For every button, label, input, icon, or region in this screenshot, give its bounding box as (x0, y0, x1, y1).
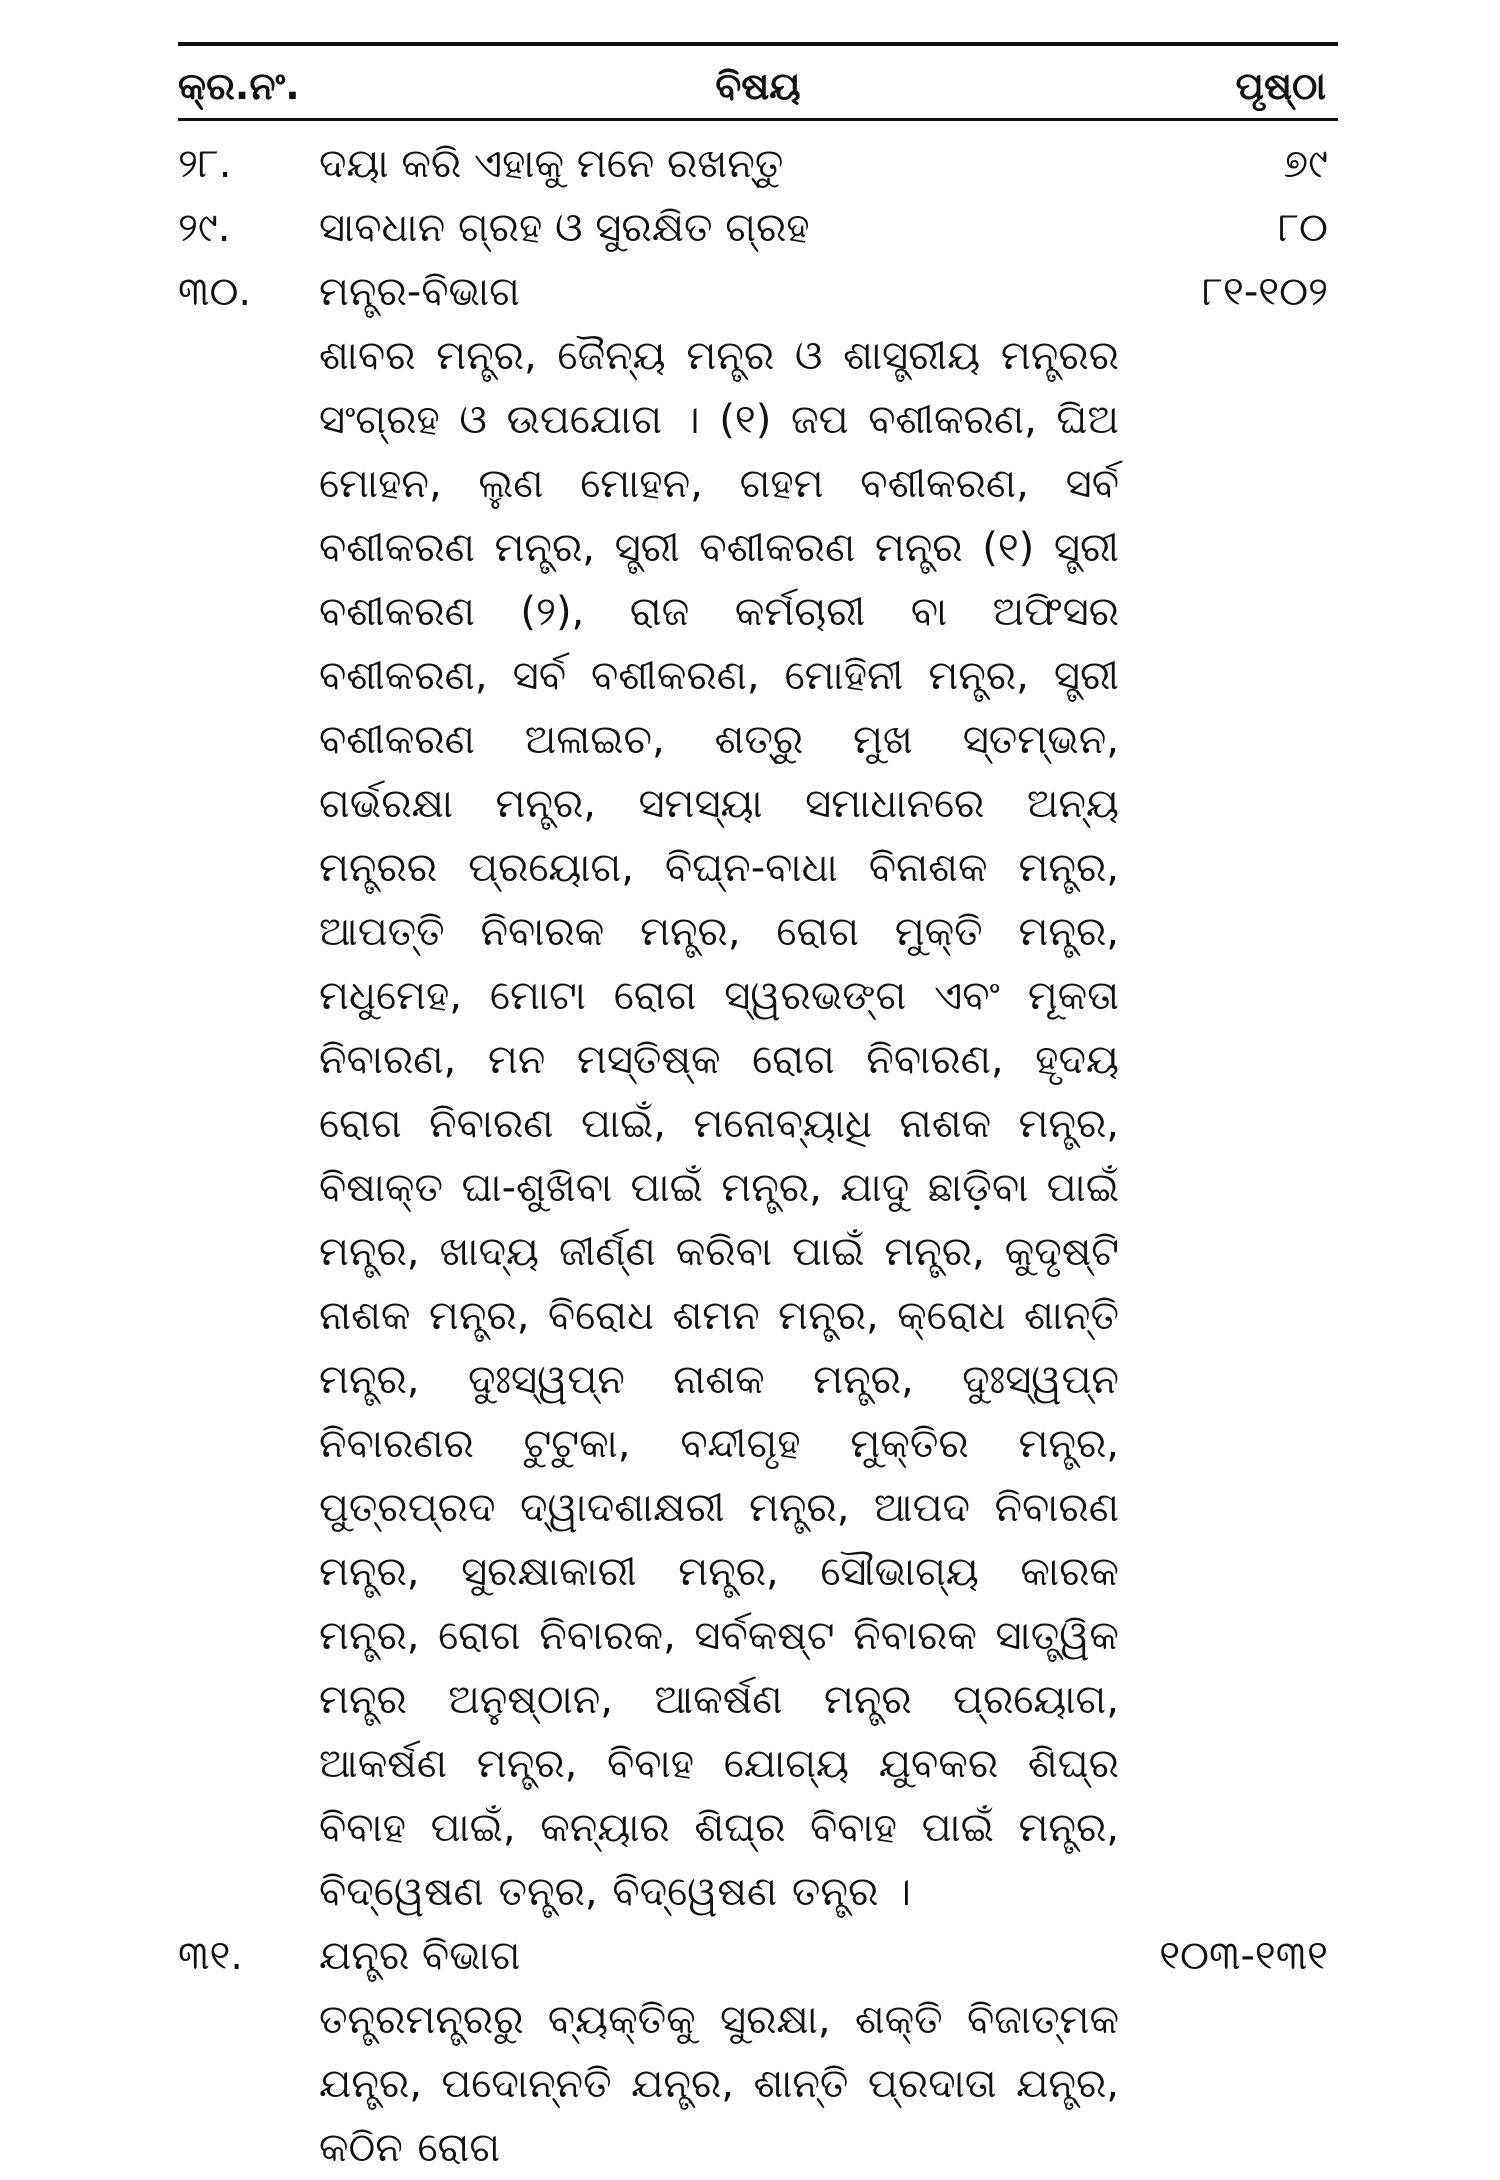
contents-entry (178, 196, 1338, 260)
entry-number: ୨୯. (178, 205, 231, 251)
entry-description: ତନ୍ତ୍ରମନ୍ତ୍ରରୁ ବ୍ୟକ୍ତିକୁ ସୁରକ୍ଷା, ଶକ୍ତି ବିଜାତ୍ମକ ଯନ୍ତ୍ର, ପଦୋନ୍ନତି ଯନ୍ତ୍ର, ଶାନ୍ତି ପ୍ରଦାତା ଯନ୍ତ୍ର, କଠିନ ରୋଗ (319, 1997, 1119, 2171)
contents-entry (178, 132, 1338, 196)
entry-title: ମନ୍ତ୍ର-ବିଭାଗ (319, 269, 520, 315)
entry-title: ସାବଧାନ ଗ୍ରହ ଓ ସୁରକ୍ଷିତ ଗ୍ରହ (319, 205, 810, 251)
header-rule (178, 118, 1338, 121)
entry-number: ୩୧. (178, 1933, 243, 1979)
entry-pages: ୮୦ (1278, 205, 1328, 251)
top-rule (178, 42, 1338, 46)
header-page: ପୃଷ୍ଠା (1235, 64, 1326, 108)
entry-number: ୩୦. (178, 269, 252, 315)
entry-pages: ୮୧-୧୦୨ (1202, 269, 1328, 315)
entry-title: ଦୟା କରି ଏହାକୁ ମନେ ରଖନ୍ତୁ (319, 141, 784, 187)
entry-title: ଯନ୍ତ୍ର ବିଭାଗ (319, 1933, 521, 1979)
header-subject: ବିଷୟ (715, 64, 801, 108)
contents-list (178, 132, 1338, 2180)
entry-description: ଶାବର ମନ୍ତ୍ର, ଜୈନ୍ୟ ମନ୍ତ୍ର ଓ ଶାସ୍ତ୍ରୀୟ ମନ୍ତ୍ରର ସଂଗ୍ରହ ଓ ଉପଯୋଗ । (୧) ଜପ ବଶୀକରଣ, ଘିଅ ମୋହନ, ଲୁଣ ମୋହନ, ଗହମ ବଶୀକରଣ, ସର୍ବ ବଶୀକରଣ ମନ୍ତ୍ର, ସ୍ତ୍ରୀ ବଶୀକରଣ ମନ୍ତ୍ର (୧) ସ୍ତ୍ରୀ ବଶୀକରଣ (୨), ରାଜ କର୍ମଚାରୀ ବା ଅଫିସର ବଶୀକରଣ, ସର୍ବ ବଶୀକରଣ, ମୋହିନୀ ମନ୍ତ୍ର, ସ୍ତ୍ରୀ ବଶୀକରଣ ଅଳାଇଚ, ଶତ୍ରୁ ମୁଖ ସ୍ତମ୍ଭନ, ଗର୍ଭରକ୍ଷା ମନ୍ତ୍ର, ସମସ୍ୟା ସମାଧାନରେ ଅନ୍ୟ ମନ୍ତ୍ରର ପ୍ରୟୋଗ, ବିଘ୍ନ-ବାଧା ବିନାଶକ ମନ୍ତ୍ର, ଆପତ୍ତି ନିବାରକ ମନ୍ତ୍ର, ରୋଗ ମୁକ୍ତି ମନ୍ତ୍ର, ମଧୁମେହ, ମୋଟା ରୋଗ ସ୍ୱରଭଙ୍ଗ ଏବଂ ମୂକତା ନିବାରଣ, ମନ ମସ୍ତିଷ୍କ ରୋଗ ନିବାରଣ, ହୃଦୟ ରୋଗ ନିବାରଣ ପାଇଁ, ମନୋବ୍ୟାଧି ନାଶକ ମନ୍ତ୍ର, ବିଷାକ୍ତ ଘା-ଶୁଖିବା ପାଇଁ ମନ୍ତ୍ର, ଯାଦୁ ଛାଡ଼ିବା ପାଇଁ ମନ୍ତ୍ର, ଖାଦ୍ୟ ଜୀର୍ଣ୍ଣ କରିବା ପାଇଁ ମନ୍ତ୍ର, କୁଦୃଷ୍ଟି ନାଶକ ମନ୍ତ୍ର, ବିରୋଧ ଶମନ ମନ୍ତ୍ର, କ୍ରୋଧ ଶାନ୍ତି ମନ୍ତ୍ର, ଦୁଃସ୍ୱପ୍ନ ନାଶକ ମନ୍ତ୍ର, ଦୁଃସ୍ୱପ୍ନ ନିବାରଣର ଟୁଟୁକା, ବନ୍ଦୀଗୃହ ମୁକ୍ତିର ମନ୍ତ୍ର, ପୁତ୍ରପ୍ରଦ ଦ୍ୱାଦଶାକ୍ଷରୀ ମନ୍ତ୍ର, ଆପଦ ନିବାରଣ ମନ୍ତ୍ର, ସୁରକ୍ଷାକାରୀ ମନ୍ତ୍ର, ସୌଭାଗ୍ୟ କାରକ ମନ୍ତ୍ର, ରୋଗ ନିବାରକ, ସର୍ବକଷ୍ଟ ନିବାରକ ସାତ୍ତ୍ୱିକ ମନ୍ତ୍ର ଅନୁଷ୍ଠାନ, ଆକର୍ଷଣ ମନ୍ତ୍ର ପ୍ରୟୋଗ, ଆକର୍ଷଣ ମନ୍ତ୍ର, ବିବାହ ଯୋଗ୍ୟ ଯୁବକର ଶିଘ୍ର ବିବାହ ପାଇଁ, କନ୍ୟାର ଶିଘ୍ର ବିବାହ ପାଇଁ ମନ୍ତ୍ର, ବିଦ୍ୱେଷଣ ତନ୍ତ୍ର, ବିଦ୍ୱେଷଣ ତନ୍ତ୍ର । (319, 333, 1119, 1915)
entry-pages: ୧୦୩-୧୩୧ (1159, 1933, 1328, 1979)
table-header (178, 58, 1338, 114)
entry-number: ୨୮. (178, 141, 232, 187)
entry-pages: ୭୯ (1283, 141, 1328, 187)
header-serial-number: କ୍ର.ନଂ. (178, 64, 300, 108)
contents-entry (178, 260, 1338, 1924)
contents-entry (178, 1924, 1338, 2180)
